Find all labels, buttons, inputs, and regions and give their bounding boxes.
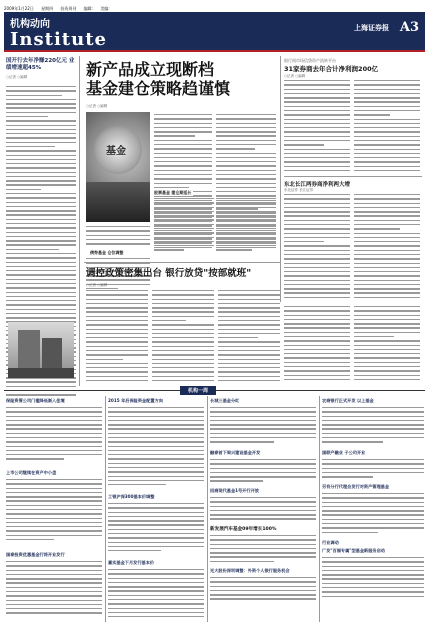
main-subhead-2: 债券基金 仓位调整: [90, 250, 124, 255]
main-body-col-3: [154, 198, 214, 256]
right-body-col-1: [284, 80, 350, 176]
right-headline: 31家券商去年合计净利润200亿: [284, 65, 379, 73]
second-story-byline: ○记者 ○编辑: [86, 283, 108, 287]
lower-col-1: [6, 398, 102, 620]
lower-col3-text-4: [210, 535, 316, 565]
lower-col4-head-1: 农商银行正式开发 以上基金: [322, 398, 374, 403]
right-body-col-3: [284, 194, 350, 302]
left-headline: 国开行去年净赚220亿元 业绩增速超45%: [6, 58, 75, 71]
section-header: [4, 12, 425, 50]
lower-col2-text-2: [108, 503, 204, 557]
lower-col2-head-3: 嘉实基金下月发行基本价: [108, 560, 155, 565]
lower-col4-head-2: 国联产融业 子公司开业: [322, 450, 366, 455]
lower-col4-text-1: [322, 407, 424, 447]
lower-col1-text-3: [6, 561, 102, 621]
lower-col1-head-1: 保险资管公司门槛降低渐入佳境: [6, 398, 65, 403]
lower-rule-3: [319, 396, 320, 622]
right-label: 银行间市场信贷资产流转平台: [284, 58, 336, 63]
lower-col1-text-1: [6, 407, 102, 467]
lower-banner: [180, 386, 216, 395]
lower-col3-head-3: 招商现代基金1号开行开放: [210, 488, 259, 493]
main-story-title: [86, 60, 276, 98]
main-body-col-0: [86, 226, 150, 256]
section-name-english: Institute: [10, 29, 107, 50]
second-story-col-3: [218, 290, 280, 386]
lower-col2-head-2: 工银沪深300基本价调整: [108, 494, 155, 499]
lower-col2-head-1: 2015 年后保险资金配置方向: [108, 398, 163, 403]
lower-col-3: [210, 398, 316, 620]
lower-col4-text-5: [322, 557, 424, 601]
main-byline: ○记者 ○编辑: [86, 104, 108, 108]
section-name: 机构动向: [10, 19, 50, 30]
lower-col2-text-3: [108, 569, 204, 623]
lower-col2-text-1: [108, 407, 204, 491]
lower-col3-head-5: 光大股份深圳调整：外资个人银行服务机会: [210, 568, 290, 573]
lower-col3-text-1: [210, 407, 316, 447]
right-body-col-4: [354, 194, 420, 302]
lower-col1-head-3: 国泰投资优惠基金行将开业发行: [6, 552, 65, 557]
lower-col3-text-3: [210, 497, 316, 523]
lower-col3-head-1: 长城三基金分红: [210, 398, 240, 403]
lower-col3-text-2: [210, 459, 316, 485]
second-story-col-2: [152, 290, 214, 386]
lower-col-2: [108, 398, 204, 620]
lower-rule-2: [207, 396, 208, 622]
main-subhead-1: 股票基金 建仓期延长: [154, 190, 192, 195]
publication-name: 上海证券报: [354, 24, 389, 32]
lower-banner-label: 机构一周: [188, 388, 209, 394]
main-story-photo: [86, 112, 150, 222]
main-title-line-2: 基金建仓策略趋谨慎: [86, 79, 231, 98]
lower-col1-head-2: 上市公司继续在资产中小盘: [6, 470, 57, 475]
second-story-title: 调控政策密集出台 银行放贷"按部就班": [86, 268, 252, 279]
lower-col4-head-4: 行业调动: [322, 540, 339, 545]
right-sub-headline: 东北长江两券商净利两大增: [284, 182, 351, 188]
lower-col1-text-2: [6, 479, 102, 549]
header-rule: [4, 50, 425, 52]
photo-caption: 基金: [106, 146, 126, 157]
dateline: 2009年1月22日 星期四 投资周刊 编辑: 美编:: [4, 6, 110, 11]
column-rule: [79, 56, 80, 386]
lower-col4-text-2: [322, 459, 424, 481]
lower-col3-text-5: [210, 577, 316, 603]
second-story-rule: [84, 262, 280, 263]
second-story-col-4: [284, 306, 350, 386]
lower-col4-text-3: [322, 493, 424, 537]
left-byline: ○记者 ○编辑: [6, 75, 28, 79]
lower-col3-head-2: 融泰首下周兴建设基金开发: [210, 450, 261, 455]
page-number: A3: [399, 20, 419, 35]
main-body-col-4: [216, 198, 276, 256]
right-divider: [284, 176, 422, 177]
building-photo: [8, 322, 74, 378]
lower-col4-head-5: 广发"百福专属"型基金新服务启动: [322, 548, 385, 553]
right-byline: ○记者 ○编辑: [284, 74, 306, 78]
second-story-col-5: [354, 306, 420, 386]
lower-rule-1: [105, 396, 106, 622]
right-column: [284, 58, 422, 79]
right-sub-label: 东北证券 长江证券: [284, 188, 314, 192]
lower-col4-head-3: 另有分行代理会发行对资产管理基金: [322, 484, 390, 489]
right-body-col-2: [354, 80, 420, 176]
column-rule-2: [280, 56, 281, 302]
second-story-col-1: [86, 290, 148, 386]
main-title-line-1: 新产品成立现断档: [86, 60, 215, 79]
lower-col3-head-4: 新发展汽车基金09年增长100%: [210, 527, 277, 532]
lower-col-4: [322, 398, 424, 620]
